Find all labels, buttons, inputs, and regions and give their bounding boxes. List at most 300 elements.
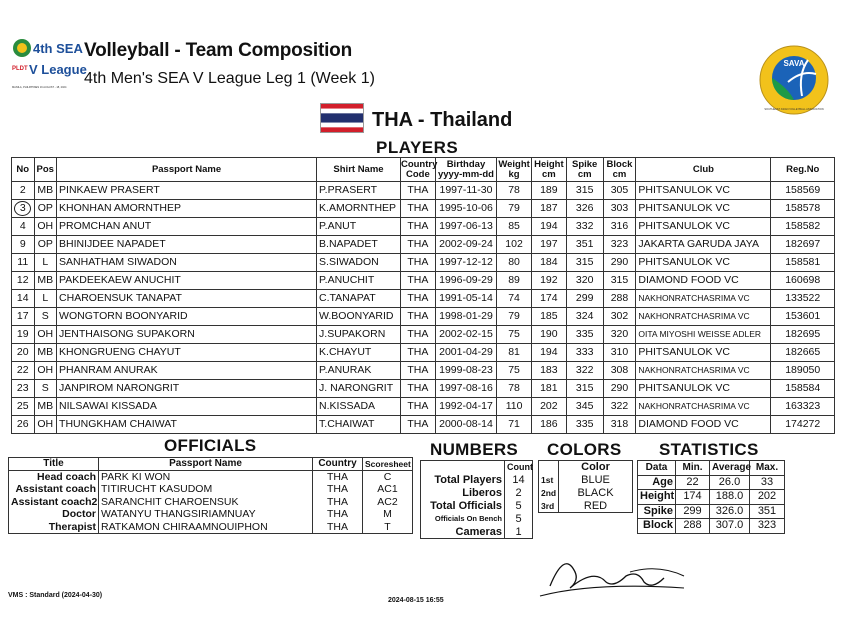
player-row (12, 362, 835, 380)
col-shirt-name: Shirt Name (317, 158, 401, 182)
sava-logo-text: SAVA (783, 59, 805, 68)
player-passport-name: THUNGKHAM CHAIWAT (57, 416, 317, 434)
player-weight: 110 (497, 398, 532, 416)
colors-value: BLUE (559, 474, 633, 487)
sava-logo-caption: SOUTHEAST ASIAN VOLLEYBALL ASSOCIATION (764, 108, 824, 111)
player-row (12, 398, 835, 416)
player-row (12, 290, 835, 308)
official-code: T (363, 521, 413, 534)
player-passport-name: KHONHAN AMORNTHEP (57, 200, 317, 218)
player-country: THA (400, 380, 435, 398)
stats-avg: 26.0 (710, 475, 750, 490)
officials-heading: OFFICIALS (164, 436, 257, 455)
player-block: 302 (603, 308, 636, 326)
player-reg-no: 182697 (771, 236, 835, 254)
official-title: Assistant coach2 (9, 496, 99, 509)
player-pos: OH (34, 362, 57, 380)
player-no (12, 290, 35, 308)
player-weight: 75 (497, 326, 532, 344)
player-block: 290 (603, 254, 636, 272)
player-reg-no: 153601 (771, 308, 835, 326)
official-name: RATKAMON CHIRAAMNOUIPHON (99, 521, 313, 534)
official-code: AC2 (363, 496, 413, 509)
official-name: SARANCHIT CHAROENSUK (99, 496, 313, 509)
stats-col-min: Min. (676, 461, 710, 476)
player-block: 308 (603, 362, 636, 380)
player-pos: OH (34, 218, 57, 236)
numbers-label: Total Players (421, 474, 505, 487)
numbers-heading: NUMBERS (430, 440, 519, 459)
player-height: 181 (531, 380, 566, 398)
colors-body (539, 461, 633, 513)
player-no-value: 23 (16, 382, 29, 394)
player-no (12, 218, 35, 236)
player-shirt-name: P.ANURAK (317, 362, 401, 380)
player-no (12, 380, 35, 398)
col-official-name: Passport Name (99, 458, 313, 471)
page-title: Volleyball - Team Composition (84, 40, 352, 61)
statistics-header-row (638, 461, 785, 476)
player-shirt-name: K.CHAYUT (317, 344, 401, 362)
player-reg-no: 163323 (771, 398, 835, 416)
player-birthday: 2002-09-24 (435, 236, 496, 254)
player-spike: 345 (566, 398, 603, 416)
player-weight: 80 (497, 254, 532, 272)
colors-row (539, 474, 633, 487)
player-spike: 322 (566, 362, 603, 380)
numbers-row (421, 474, 533, 487)
numbers-header-row (421, 461, 533, 474)
player-weight: 85 (497, 218, 532, 236)
player-birthday: 2002-02-15 (435, 326, 496, 344)
sava-logo (758, 44, 830, 116)
player-club: PHITSANULOK VC (636, 182, 771, 200)
official-country: THA (313, 471, 363, 484)
numbers-table (420, 460, 533, 539)
official-row (9, 508, 413, 521)
stats-avg: 188.0 (710, 490, 750, 505)
player-reg-no: 133522 (771, 290, 835, 308)
player-no-value: 26 (16, 418, 29, 430)
stats-min: 288 (676, 519, 710, 534)
numbers-label: Total Officials (421, 500, 505, 513)
player-row (12, 254, 835, 272)
player-reg-no: 158581 (771, 254, 835, 272)
player-row (12, 182, 835, 200)
player-country: THA (400, 272, 435, 290)
player-country: THA (400, 254, 435, 272)
stats-min: 174 (676, 490, 710, 505)
player-no-value: 19 (16, 328, 29, 340)
player-height: 194 (531, 218, 566, 236)
players-header-row (12, 158, 835, 182)
player-spike: 332 (566, 218, 603, 236)
col-weight: Weight kg (498, 158, 530, 180)
player-passport-name: JANPIROM NARONGRIT (57, 380, 317, 398)
player-club: DIAMOND FOOD VC (636, 416, 771, 434)
player-height: 197 (531, 236, 566, 254)
player-passport-name: PHANRAM ANURAK (57, 362, 317, 380)
player-weight: 79 (497, 200, 532, 218)
player-country: THA (400, 308, 435, 326)
player-club: NAKHONRATCHASRIMA VC (636, 362, 771, 380)
player-shirt-name: N.KISSADA (317, 398, 401, 416)
player-reg-no: 158578 (771, 200, 835, 218)
player-club: NAKHONRATCHASRIMA VC (636, 290, 771, 308)
stats-col-max: Max. (750, 461, 785, 476)
player-weight: 78 (497, 380, 532, 398)
player-block: 303 (603, 200, 636, 218)
numbers-value: 5 (505, 500, 533, 513)
numbers-body (421, 461, 533, 539)
player-weight: 89 (497, 272, 532, 290)
player-birthday: 1998-01-29 (435, 308, 496, 326)
colors-value: RED (559, 500, 633, 513)
col-birthday: Birthday yyyy-mm-dd (435, 158, 496, 182)
official-code: M (363, 508, 413, 521)
colors-table (538, 460, 633, 513)
col-country-code: Country Code (400, 158, 438, 180)
player-passport-name: PROMCHAN ANUT (57, 218, 317, 236)
player-spike: 315 (566, 380, 603, 398)
player-country: THA (400, 218, 435, 236)
player-reg-no: 182665 (771, 344, 835, 362)
player-no-value: 22 (16, 364, 29, 376)
player-country: THA (400, 416, 435, 434)
player-row (12, 236, 835, 254)
stats-label: Age (638, 475, 676, 490)
colors-color-label: Color (559, 461, 633, 474)
official-country: THA (313, 521, 363, 534)
player-no-value: 2 (19, 184, 26, 196)
stats-col-avg: Average (710, 461, 750, 476)
player-reg-no: 160698 (771, 272, 835, 290)
player-reg-no: 158582 (771, 218, 835, 236)
player-no (12, 236, 35, 254)
player-birthday: 1992-04-17 (435, 398, 496, 416)
player-club: NAKHONRATCHASRIMA VC (636, 308, 771, 326)
col-passport-name: Passport Name (57, 158, 317, 182)
player-no (12, 344, 35, 362)
player-row (12, 326, 835, 344)
player-no (12, 254, 35, 272)
player-passport-name: JENTHAISONG SUPAKORN (57, 326, 317, 344)
stats-min: 22 (676, 475, 710, 490)
player-block: 316 (603, 218, 636, 236)
player-height: 184 (531, 254, 566, 272)
player-pos: S (34, 308, 57, 326)
col-block: Block cm (603, 158, 636, 182)
player-pos: MB (34, 344, 57, 362)
player-pos: MB (34, 182, 57, 200)
statistics-heading: STATISTICS (659, 440, 759, 459)
colors-header-row (539, 461, 633, 474)
player-reg-no: 189050 (771, 362, 835, 380)
players-table (11, 157, 835, 434)
sea-v-league-logo (10, 36, 87, 94)
player-row (12, 272, 835, 290)
player-passport-name: SANHATHAM SIWADON (57, 254, 317, 272)
col-no: No (12, 158, 35, 182)
numbers-row (421, 487, 533, 500)
player-no-value: 20 (16, 346, 29, 358)
player-birthday: 2000-08-14 (435, 416, 496, 434)
player-birthday: 1997-08-16 (435, 380, 496, 398)
player-country: THA (400, 362, 435, 380)
official-code: AC1 (363, 483, 413, 496)
player-row (12, 200, 835, 218)
stats-avg: 326.0 (710, 504, 750, 519)
official-title: Doctor (9, 508, 99, 521)
official-title: Head coach (9, 471, 99, 484)
player-row (12, 308, 835, 326)
player-pos: L (34, 254, 57, 272)
statistics-row (638, 519, 785, 534)
numbers-label: Cameras (421, 526, 505, 539)
player-row (12, 380, 835, 398)
player-height: 192 (531, 272, 566, 290)
player-no (12, 362, 35, 380)
colors-position: 2nd (539, 487, 559, 500)
player-pos: L (34, 290, 57, 308)
colors-row (539, 500, 633, 513)
player-pos: S (34, 380, 57, 398)
player-spike: 299 (566, 290, 603, 308)
stats-max: 323 (750, 519, 785, 534)
player-country: THA (400, 326, 435, 344)
player-shirt-name: S.SIWADON (317, 254, 401, 272)
player-row (12, 344, 835, 362)
player-no-value: 25 (16, 400, 29, 412)
stats-max: 33 (750, 475, 785, 490)
player-country: THA (400, 344, 435, 362)
player-reg-no: 158584 (771, 380, 835, 398)
player-spike: 335 (566, 416, 603, 434)
player-country: THA (400, 398, 435, 416)
player-pos: OP (34, 236, 57, 254)
player-shirt-name: P.ANUCHIT (317, 272, 401, 290)
player-club: NAKHONRATCHASRIMA VC (636, 398, 771, 416)
officials-header-row (9, 458, 413, 471)
player-row (12, 416, 835, 434)
stats-min: 299 (676, 504, 710, 519)
player-height: 187 (531, 200, 566, 218)
player-spike: 326 (566, 200, 603, 218)
official-row (9, 496, 413, 509)
player-height: 190 (531, 326, 566, 344)
col-official-title: Title (9, 458, 99, 471)
officials-body (9, 471, 413, 534)
player-birthday: 2001-04-29 (435, 344, 496, 362)
player-weight: 74 (497, 290, 532, 308)
player-no-value: 12 (16, 274, 29, 286)
col-club: Club (636, 158, 771, 182)
footer-timestamp: 2024-08-15 16:55 (388, 597, 444, 604)
player-block: 310 (603, 344, 636, 362)
footer-version: VMS : Standard (2024-04-30) (8, 592, 103, 599)
player-country: THA (400, 200, 435, 218)
numbers-label: Officials On Bench (421, 513, 505, 526)
player-weight: 75 (497, 362, 532, 380)
player-passport-name: NILSAWAI KISSADA (57, 398, 317, 416)
thailand-flag-icon (320, 103, 364, 133)
numbers-count-label: Count (505, 461, 533, 474)
logo-caption-text: MANILA, PHILIPPINES 16 AUGUST - 18, 2024 (12, 86, 67, 89)
player-shirt-name: J. NARONGRIT (317, 380, 401, 398)
col-pos: Pos (34, 158, 57, 182)
player-no-value: 14 (16, 292, 29, 304)
team-name: THA - Thailand (372, 109, 513, 131)
player-country: THA (400, 236, 435, 254)
player-spike: 315 (566, 254, 603, 272)
official-title: Therapist (9, 521, 99, 534)
colors-value: BLACK (559, 487, 633, 500)
official-country: THA (313, 483, 363, 496)
logo-edition-text: 4th SEA (33, 41, 83, 56)
player-block: 323 (603, 236, 636, 254)
player-height: 183 (531, 362, 566, 380)
player-shirt-name: P.PRASERT (317, 182, 401, 200)
player-birthday: 1999-08-23 (435, 362, 496, 380)
stats-label: Spike (638, 504, 676, 519)
player-shirt-name: W.BOONYARID (317, 308, 401, 326)
player-block: 320 (603, 326, 636, 344)
player-pos: OH (34, 416, 57, 434)
player-birthday: 1997-12-12 (435, 254, 496, 272)
player-birthday: 1997-06-13 (435, 218, 496, 236)
stats-label: Height (638, 490, 676, 505)
player-spike: 335 (566, 326, 603, 344)
colors-heading: COLORS (547, 440, 622, 459)
player-weight: 78 (497, 182, 532, 200)
player-pos: OH (34, 326, 57, 344)
col-spike: Spike cm (566, 158, 603, 182)
colors-position: 3rd (539, 500, 559, 513)
official-code: C (363, 471, 413, 484)
player-reg-no: 182695 (771, 326, 835, 344)
player-no-value: 3 (14, 201, 31, 216)
player-club: PHITSANULOK VC (636, 344, 771, 362)
player-spike: 320 (566, 272, 603, 290)
player-shirt-name: J.SUPAKORN (317, 326, 401, 344)
player-block: 318 (603, 416, 636, 434)
stats-avg: 307.0 (710, 519, 750, 534)
player-no (12, 182, 35, 200)
player-spike: 351 (566, 236, 603, 254)
player-height: 202 (531, 398, 566, 416)
player-height: 174 (531, 290, 566, 308)
player-reg-no: 158569 (771, 182, 835, 200)
player-no (12, 272, 35, 290)
player-birthday: 1995-10-06 (435, 200, 496, 218)
player-reg-no: 174272 (771, 416, 835, 434)
player-no (12, 398, 35, 416)
numbers-value: 2 (505, 487, 533, 500)
player-weight: 71 (497, 416, 532, 434)
player-club: DIAMOND FOOD VC (636, 272, 771, 290)
player-passport-name: PINKAEW PRASERT (57, 182, 317, 200)
signature-drawing (534, 546, 694, 602)
official-name: WATANYU THANGSIRIAMNUAY (99, 508, 313, 521)
officials-table (8, 457, 413, 534)
player-shirt-name: K.AMORNTHEP (317, 200, 401, 218)
col-height: Height cm (531, 158, 566, 182)
player-spike: 324 (566, 308, 603, 326)
stats-max: 351 (750, 504, 785, 519)
player-passport-name: CHAROENSUK TANAPAT (57, 290, 317, 308)
player-spike: 315 (566, 182, 603, 200)
player-pos: MB (34, 398, 57, 416)
player-weight: 81 (497, 344, 532, 362)
player-block: 290 (603, 380, 636, 398)
player-no (12, 326, 35, 344)
numbers-label: Liberos (421, 487, 505, 500)
player-shirt-name: B.NAPADET (317, 236, 401, 254)
player-no (12, 200, 35, 218)
logo-sponsor-text: PLDT (12, 66, 28, 72)
official-row (9, 521, 413, 534)
player-shirt-name: T.CHAIWAT (317, 416, 401, 434)
player-height: 186 (531, 416, 566, 434)
player-no (12, 308, 35, 326)
player-block: 288 (603, 290, 636, 308)
statistics-row (638, 504, 785, 519)
player-spike: 333 (566, 344, 603, 362)
stats-label: Block (638, 519, 676, 534)
col-official-scoresheet: Scoresheet (363, 458, 413, 471)
player-birthday: 1997-11-30 (435, 182, 496, 200)
numbers-value: 5 (505, 513, 533, 526)
player-block: 305 (603, 182, 636, 200)
player-shirt-name: P.ANUT (317, 218, 401, 236)
player-block: 322 (603, 398, 636, 416)
numbers-value: 1 (505, 526, 533, 539)
numbers-row (421, 513, 533, 526)
player-pos: MB (34, 272, 57, 290)
player-pos: OP (34, 200, 57, 218)
numbers-row (421, 500, 533, 513)
player-passport-name: PAKDEEKAEW ANUCHIT (57, 272, 317, 290)
official-title: Assistant coach (9, 483, 99, 496)
player-weight: 79 (497, 308, 532, 326)
players-heading: PLAYERS (376, 138, 459, 157)
player-height: 194 (531, 344, 566, 362)
player-block: 315 (603, 272, 636, 290)
player-club: PHITSANULOK VC (636, 380, 771, 398)
official-name: TITIRUCHT KASUDOM (99, 483, 313, 496)
player-height: 189 (531, 182, 566, 200)
official-row (9, 483, 413, 496)
col-official-country: Country (313, 458, 363, 471)
player-club: JAKARTA GARUDA JAYA (636, 236, 771, 254)
statistics-table (637, 460, 785, 534)
player-row (12, 218, 835, 236)
player-no-value: 4 (19, 220, 26, 232)
player-passport-name: WONGTORN BOONYARID (57, 308, 317, 326)
player-country: THA (400, 182, 435, 200)
player-passport-name: KHONGRUENG CHAYUT (57, 344, 317, 362)
statistics-row (638, 490, 785, 505)
player-no-value: 9 (19, 238, 26, 250)
player-weight: 102 (497, 236, 532, 254)
official-row (9, 471, 413, 484)
colors-position: 1st (539, 474, 559, 487)
player-no-value: 11 (17, 256, 29, 268)
col-reg-no: Reg.No (771, 158, 835, 182)
statistics-row (638, 475, 785, 490)
official-country: THA (313, 508, 363, 521)
page-subtitle: 4th Men's SEA V League Leg 1 (Week 1) (84, 70, 375, 87)
